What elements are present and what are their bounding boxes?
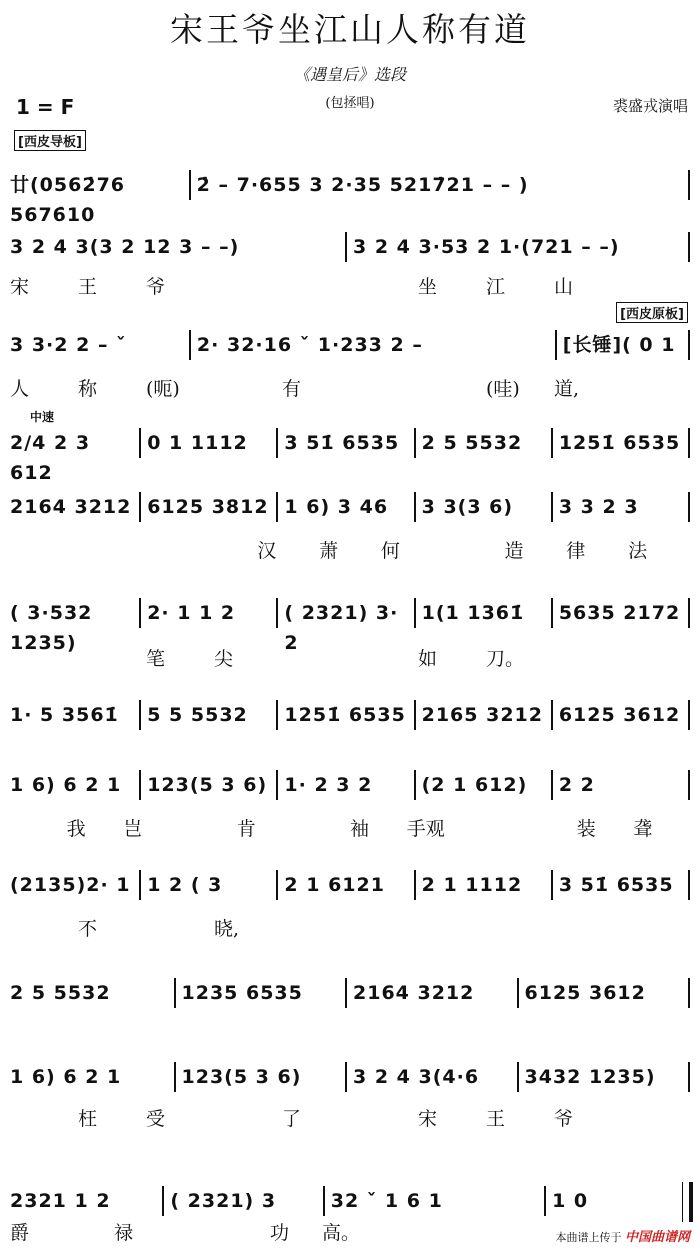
measure: 2164 3212 [345, 978, 517, 1008]
lyric: 有 [282, 378, 302, 400]
score-row [10, 1186, 674, 1216]
lyric [418, 374, 486, 402]
lyric [10, 644, 78, 672]
lyric: 高。 [322, 1222, 361, 1244]
lyrics-line [10, 914, 690, 942]
lyric [554, 914, 622, 942]
lyric: 江 [486, 276, 506, 298]
section-label-xipi-daoban: [西皮导板] [14, 130, 86, 151]
lyric: 如 [418, 648, 438, 670]
lyric: 聋 [633, 818, 653, 840]
measure: 2321 1 2 [10, 1190, 111, 1212]
measure: 5635 2172 [551, 598, 690, 628]
lyric [350, 914, 418, 942]
lyric: 何 [380, 540, 400, 562]
measure: 2̇ – 7·655 3 2·35 5217̇21 – – ) [189, 170, 690, 200]
measure: 1 6) 6 2 1 [10, 1066, 122, 1088]
measure: 1· 2 3 2 [276, 770, 413, 800]
lyric: 宋 [10, 276, 30, 298]
measure: 1 6) 3 46 [276, 492, 413, 522]
footer-upload-text: 本曲谱上传于 [555, 1231, 622, 1244]
lyric [10, 1104, 78, 1132]
lyric: 受 [146, 1108, 166, 1130]
measure: 1251̇ 6535 [551, 428, 690, 458]
measure: 2 5 5532 [10, 982, 111, 1004]
footer-credit [555, 1226, 690, 1245]
lyric: 道, [554, 378, 580, 400]
lyric [478, 1218, 530, 1246]
song-title: 宋王爷坐江山人称有道 [170, 10, 530, 49]
measure: 1· 5 3561̇ [10, 704, 119, 726]
lyrics-line [10, 1104, 690, 1132]
measure: 3 3·2 2 – ˇ [10, 334, 127, 356]
lyric: 爵 [10, 1222, 30, 1244]
lyric [443, 536, 505, 564]
key-signature: 1 = F [16, 95, 75, 119]
lyric [622, 1104, 690, 1132]
lyrics-line [10, 536, 690, 564]
score-row [10, 598, 690, 654]
measure: 3 3 2 3 [551, 492, 690, 522]
score-row [10, 428, 690, 484]
measure: 2165 3212 [414, 700, 551, 730]
lyric [214, 1104, 282, 1132]
lyric [350, 374, 418, 402]
tempo-marking: 中速 [30, 410, 55, 424]
measure: 3432 1235) [517, 1062, 691, 1092]
score-row [10, 232, 690, 262]
measure: 2 2 [551, 770, 690, 800]
measure: (2135)2· 1 [10, 874, 131, 896]
lyric: 手观 [406, 818, 445, 840]
lyric [554, 644, 622, 672]
score-row [10, 170, 690, 226]
measure: 1251̇ 6535 [276, 700, 413, 730]
score-row [10, 492, 690, 522]
lyric [218, 1218, 270, 1246]
lyric [622, 272, 690, 300]
score-row [10, 330, 690, 360]
lyric: (呃) [146, 378, 180, 400]
lyric: 袖 [350, 818, 370, 840]
score-row [10, 1062, 690, 1092]
lyric: 律 [566, 540, 586, 562]
score-row [10, 870, 690, 900]
singer-role-note: (包拯唱) [325, 96, 375, 111]
lyric: 了 [282, 1108, 302, 1130]
lyric [350, 272, 418, 300]
lyric: 枉 [78, 1108, 98, 1130]
lyric: 我 [66, 818, 86, 840]
measure: 2 5 5532 [414, 428, 551, 458]
lyric [214, 272, 282, 300]
lyrics-line [10, 272, 690, 300]
measure: 2 1 6121 [276, 870, 413, 900]
measure: 3 2 4 3·53 2 1·(721 – –) [345, 232, 690, 262]
lyric: 萧 [319, 540, 339, 562]
lyric [62, 1218, 114, 1246]
measure: 1(1 1361̇ [414, 598, 551, 628]
lyric [463, 814, 520, 842]
lyric [282, 644, 350, 672]
lyric [10, 914, 78, 942]
measure: (2 1 612) [414, 770, 551, 800]
measure: 1235 6535 [174, 978, 346, 1008]
score-row [10, 978, 690, 1008]
lyric [180, 814, 237, 842]
measure: 1 6) 6 2 1 [10, 774, 122, 796]
measure: ( 2321) 3 [162, 1186, 322, 1216]
measure: 2164 3212 [10, 496, 132, 518]
final-barline [682, 1182, 693, 1222]
lyrics-line [10, 1218, 530, 1246]
lyric [418, 914, 486, 942]
lyric: 不 [78, 918, 98, 940]
lyric: 坐 [418, 276, 438, 298]
lyric: (哇) [486, 378, 520, 400]
lyric: 尖 [214, 648, 234, 670]
lyric [10, 536, 72, 564]
measure: 32 ˇ 1 6 1 [323, 1186, 544, 1216]
measure: 2 1 1112 [414, 870, 551, 900]
measure: 3 51̇ 6535 [551, 870, 690, 900]
lyric: 称 [78, 378, 98, 400]
lyric [146, 914, 214, 942]
measure: 3 3(3 6) [414, 492, 551, 522]
measure: 6125 3612 [551, 700, 690, 730]
lyric [195, 536, 257, 564]
lyrics-line [10, 814, 690, 842]
lyric: 法 [628, 540, 648, 562]
measure: [长锤]( 0 1 [555, 330, 690, 360]
lyric [166, 1218, 218, 1246]
lyric: 爷 [146, 276, 166, 298]
lyric: 晓, [214, 918, 240, 940]
measure: 3 51̇ 6535 [276, 428, 413, 458]
lyric [486, 914, 554, 942]
measure: 1 0 [544, 1186, 674, 1216]
site-logo[interactable]: 中国曲谱网 [624, 1230, 690, 1245]
lyric: 王 [486, 1108, 506, 1130]
measure: 3 2 4 3(3 2 12 3 – –) [10, 236, 240, 258]
lyric: 造 [504, 540, 524, 562]
performer-credit: 裘盛戎演唱 [612, 97, 688, 115]
measure: 2· 1 1 2 [139, 598, 276, 628]
lyric: 汉 [257, 540, 277, 562]
lyric [622, 374, 690, 402]
lyric [134, 536, 196, 564]
score-row [10, 770, 690, 800]
lyrics-line [10, 644, 690, 672]
score-row [10, 700, 690, 730]
lyrics-line [10, 374, 690, 402]
lyric [622, 914, 690, 942]
lyric [72, 536, 134, 564]
measure: 3 2 4 3(4·6 [345, 1062, 517, 1092]
lyric: 爷 [554, 1108, 574, 1130]
lyric: 肯 [236, 818, 256, 840]
measure: 廿(0562̇76 5676̇10 [10, 174, 126, 226]
lyric [214, 374, 282, 402]
measure: 6125 3612 [517, 978, 691, 1008]
lyric [520, 814, 577, 842]
lyric: 笔 [146, 648, 166, 670]
measure: 0 1 1112 [139, 428, 276, 458]
measure: ( 3·532 1235) [10, 602, 93, 654]
lyric [10, 814, 67, 842]
lyric: 禄 [114, 1222, 134, 1244]
lyric [78, 644, 146, 672]
lyric [282, 914, 350, 942]
measure: ( 2321) 3· 2 [276, 598, 413, 628]
measure: 1 2 ( 3 [139, 870, 276, 900]
lyric: 岂 [123, 818, 143, 840]
measure: 2/4 2 3 612 [10, 432, 91, 484]
lyric: 王 [78, 276, 98, 298]
opera-subtitle: 《遇皇后》选段 [293, 65, 406, 84]
lyric [282, 272, 350, 300]
lyric: 山 [554, 276, 574, 298]
lyric [350, 644, 418, 672]
lyric [622, 644, 690, 672]
lyric: 刀。 [486, 648, 525, 670]
lyric [426, 1218, 478, 1246]
section-label-xipi-yuanban: [西皮原板] [616, 302, 688, 323]
lyric: 宋 [418, 1108, 438, 1130]
lyric: 装 [576, 818, 596, 840]
measure: 5 5 5532 [139, 700, 276, 730]
measure: 123(5 3 6) [139, 770, 276, 800]
measure: 6125 3812 [139, 492, 276, 522]
measure: 2· 32·16 ˇ 1·233 2 – [189, 330, 555, 360]
lyric: 人 [10, 378, 30, 400]
lyric [374, 1218, 426, 1246]
lyric [350, 1104, 418, 1132]
lyric: 功 [270, 1222, 290, 1244]
lyric [293, 814, 350, 842]
measure: 123(5 3 6) [174, 1062, 346, 1092]
